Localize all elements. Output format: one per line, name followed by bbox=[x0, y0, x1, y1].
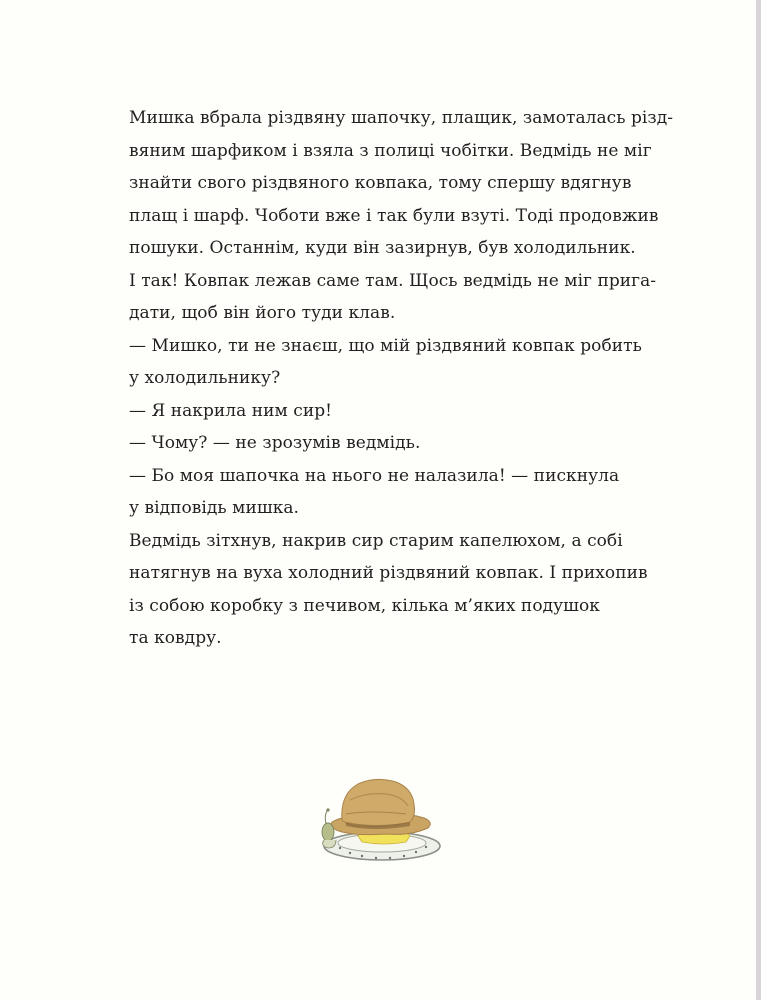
dialogue-line: — Мишко, ти не знаєш, що мій різдвяний ковпак робить bbox=[129, 335, 642, 356]
story-line: натягнув на вуха холодний різдвяний ковпак. І прихопив bbox=[129, 563, 648, 583]
story-line: знайти свого різдвяного ковпака, тому спершу вдягнув bbox=[129, 173, 632, 193]
story-line: та ковдру. bbox=[129, 628, 222, 648]
dialogue-line: — Чому? — не зрозумів ведмідь. bbox=[129, 433, 421, 453]
story-line: плащ і шарф. Чоботи вже і так були взуті. Тоді продовжив bbox=[129, 205, 659, 226]
story-line: І так! Ковпак лежав саме там. Щось ведмідь не міг прига- bbox=[129, 270, 657, 291]
dialogue-line: у холодильнику? bbox=[129, 368, 281, 388]
dialogue-line: у відповідь мишка. bbox=[129, 498, 300, 518]
dialogue-line: — Я накрила ним сир! bbox=[129, 400, 333, 421]
story-line: Мишка вбрала різдвяну шапочку, плащик, замоталась різд- bbox=[129, 108, 674, 128]
dialogue-line: — Бо моя шапочка на нього не налазила! — пискнула bbox=[129, 465, 620, 486]
story-text bbox=[129, 102, 674, 655]
story-line: дати, щоб він його туди клав. bbox=[129, 303, 396, 323]
story-line: пошуки. Останнім, куди він зазирнув, був холодильник. bbox=[129, 238, 636, 258]
hat-covered-cheese-icon bbox=[306, 770, 446, 866]
story-line: вяним шарфиком і взяла з полиці чобітки. Ведмідь не міг bbox=[129, 140, 652, 161]
story-line: Ведмідь зітхнув, накрив сир старим капелюхом, а собі bbox=[129, 530, 623, 551]
story-line: із собою коробку з печивом, кілька м’яких подушок bbox=[129, 595, 600, 616]
